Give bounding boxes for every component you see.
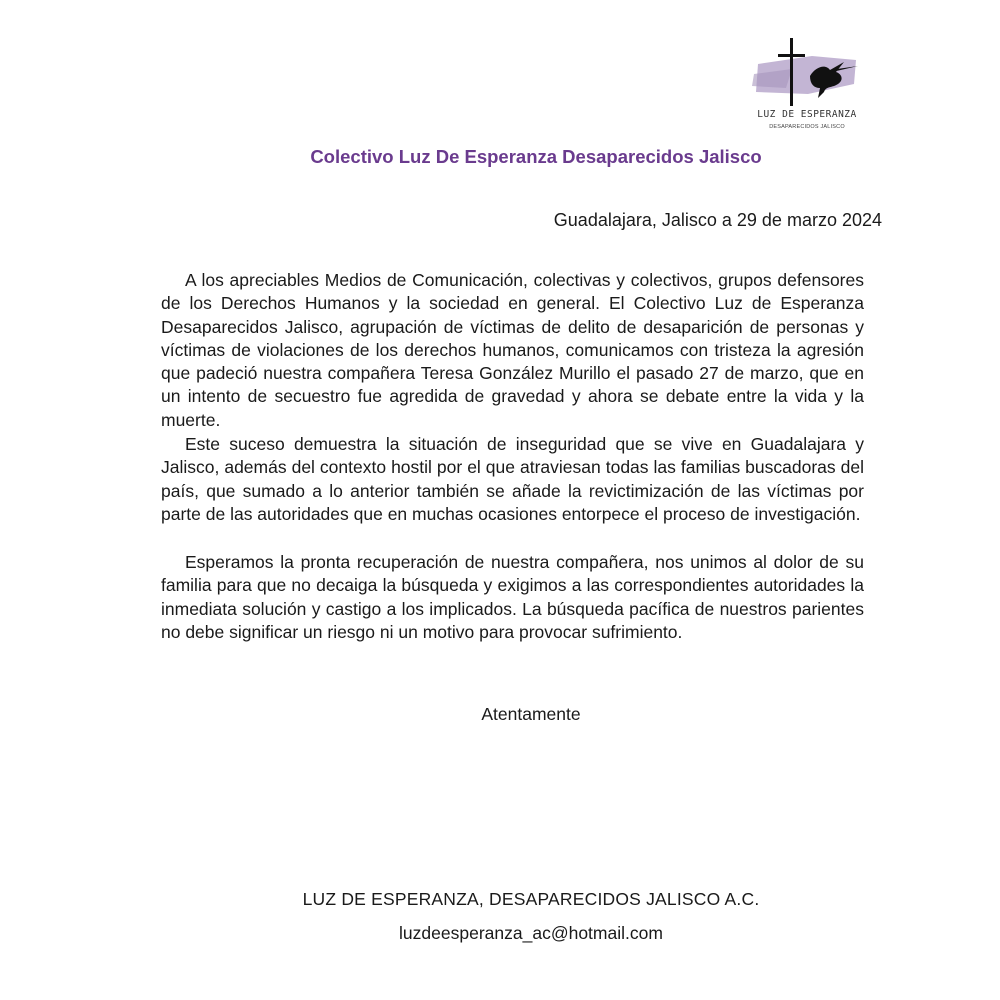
logo-subtitle: DESAPARECIDOS JALISCO bbox=[769, 124, 845, 130]
signature-email: luzdeesperanza_ac@hotmail.com bbox=[399, 923, 663, 943]
document-heading: Colectivo Luz De Esperanza Desaparecidos Jalisco bbox=[310, 146, 762, 167]
paragraph-context: Este suceso demuestra la situación de inseguridad que se vive en Guadalajara y Jalisco, además del contexto hostil por el que atraviesan todas las familias buscadoras del país, que sumado a lo anterior también se añade la revictimización de las víctimas por parte de las autoridades que en muchas ocasiones entorpece el proceso de investigación. bbox=[161, 434, 864, 524]
paragraph-demands: Esperamos la pronta recuperación de nuestra compañera, nos unimos al dolor de su familia para que no decaiga la búsqueda y exigimos a las correspondientes autoridades la inmediata solución y castigo a los implicados. La búsqueda pacífica de nuestros parientes no debe significar un riesgo ni un motivo para provocar sufrimiento. bbox=[161, 552, 864, 642]
paragraph-intro: A los apreciables Medios de Comunicación, colectivas y colectivos, grupos defensores de los Derechos Humanos y la sociedad en general. El Colectivo Luz de Esperanza Desaparecidos Jalisco, agrupación de víctimas de delito de desaparición de personas y víctimas de violaciones de los derechos humanos, comunicamos con tristeza la agresión que padeció nuestra compañera Teresa González Murillo el pasado 27 de marzo, que en un intento de secuestro fue agredida de gravedad y ahora se debate entre la vida y la muerte. bbox=[161, 270, 864, 430]
cross-hummingbird-icon bbox=[752, 36, 862, 108]
closing-salutation: Atentamente bbox=[481, 704, 581, 724]
logo-title: LUZ DE ESPERANZA bbox=[757, 109, 857, 120]
signature-organization: LUZ DE ESPERANZA, DESAPARECIDOS JALISCO A.C. bbox=[302, 889, 760, 909]
date-line: Guadalajara, Jalisco a 29 de marzo 2024 bbox=[553, 210, 882, 230]
logo bbox=[752, 36, 862, 136]
